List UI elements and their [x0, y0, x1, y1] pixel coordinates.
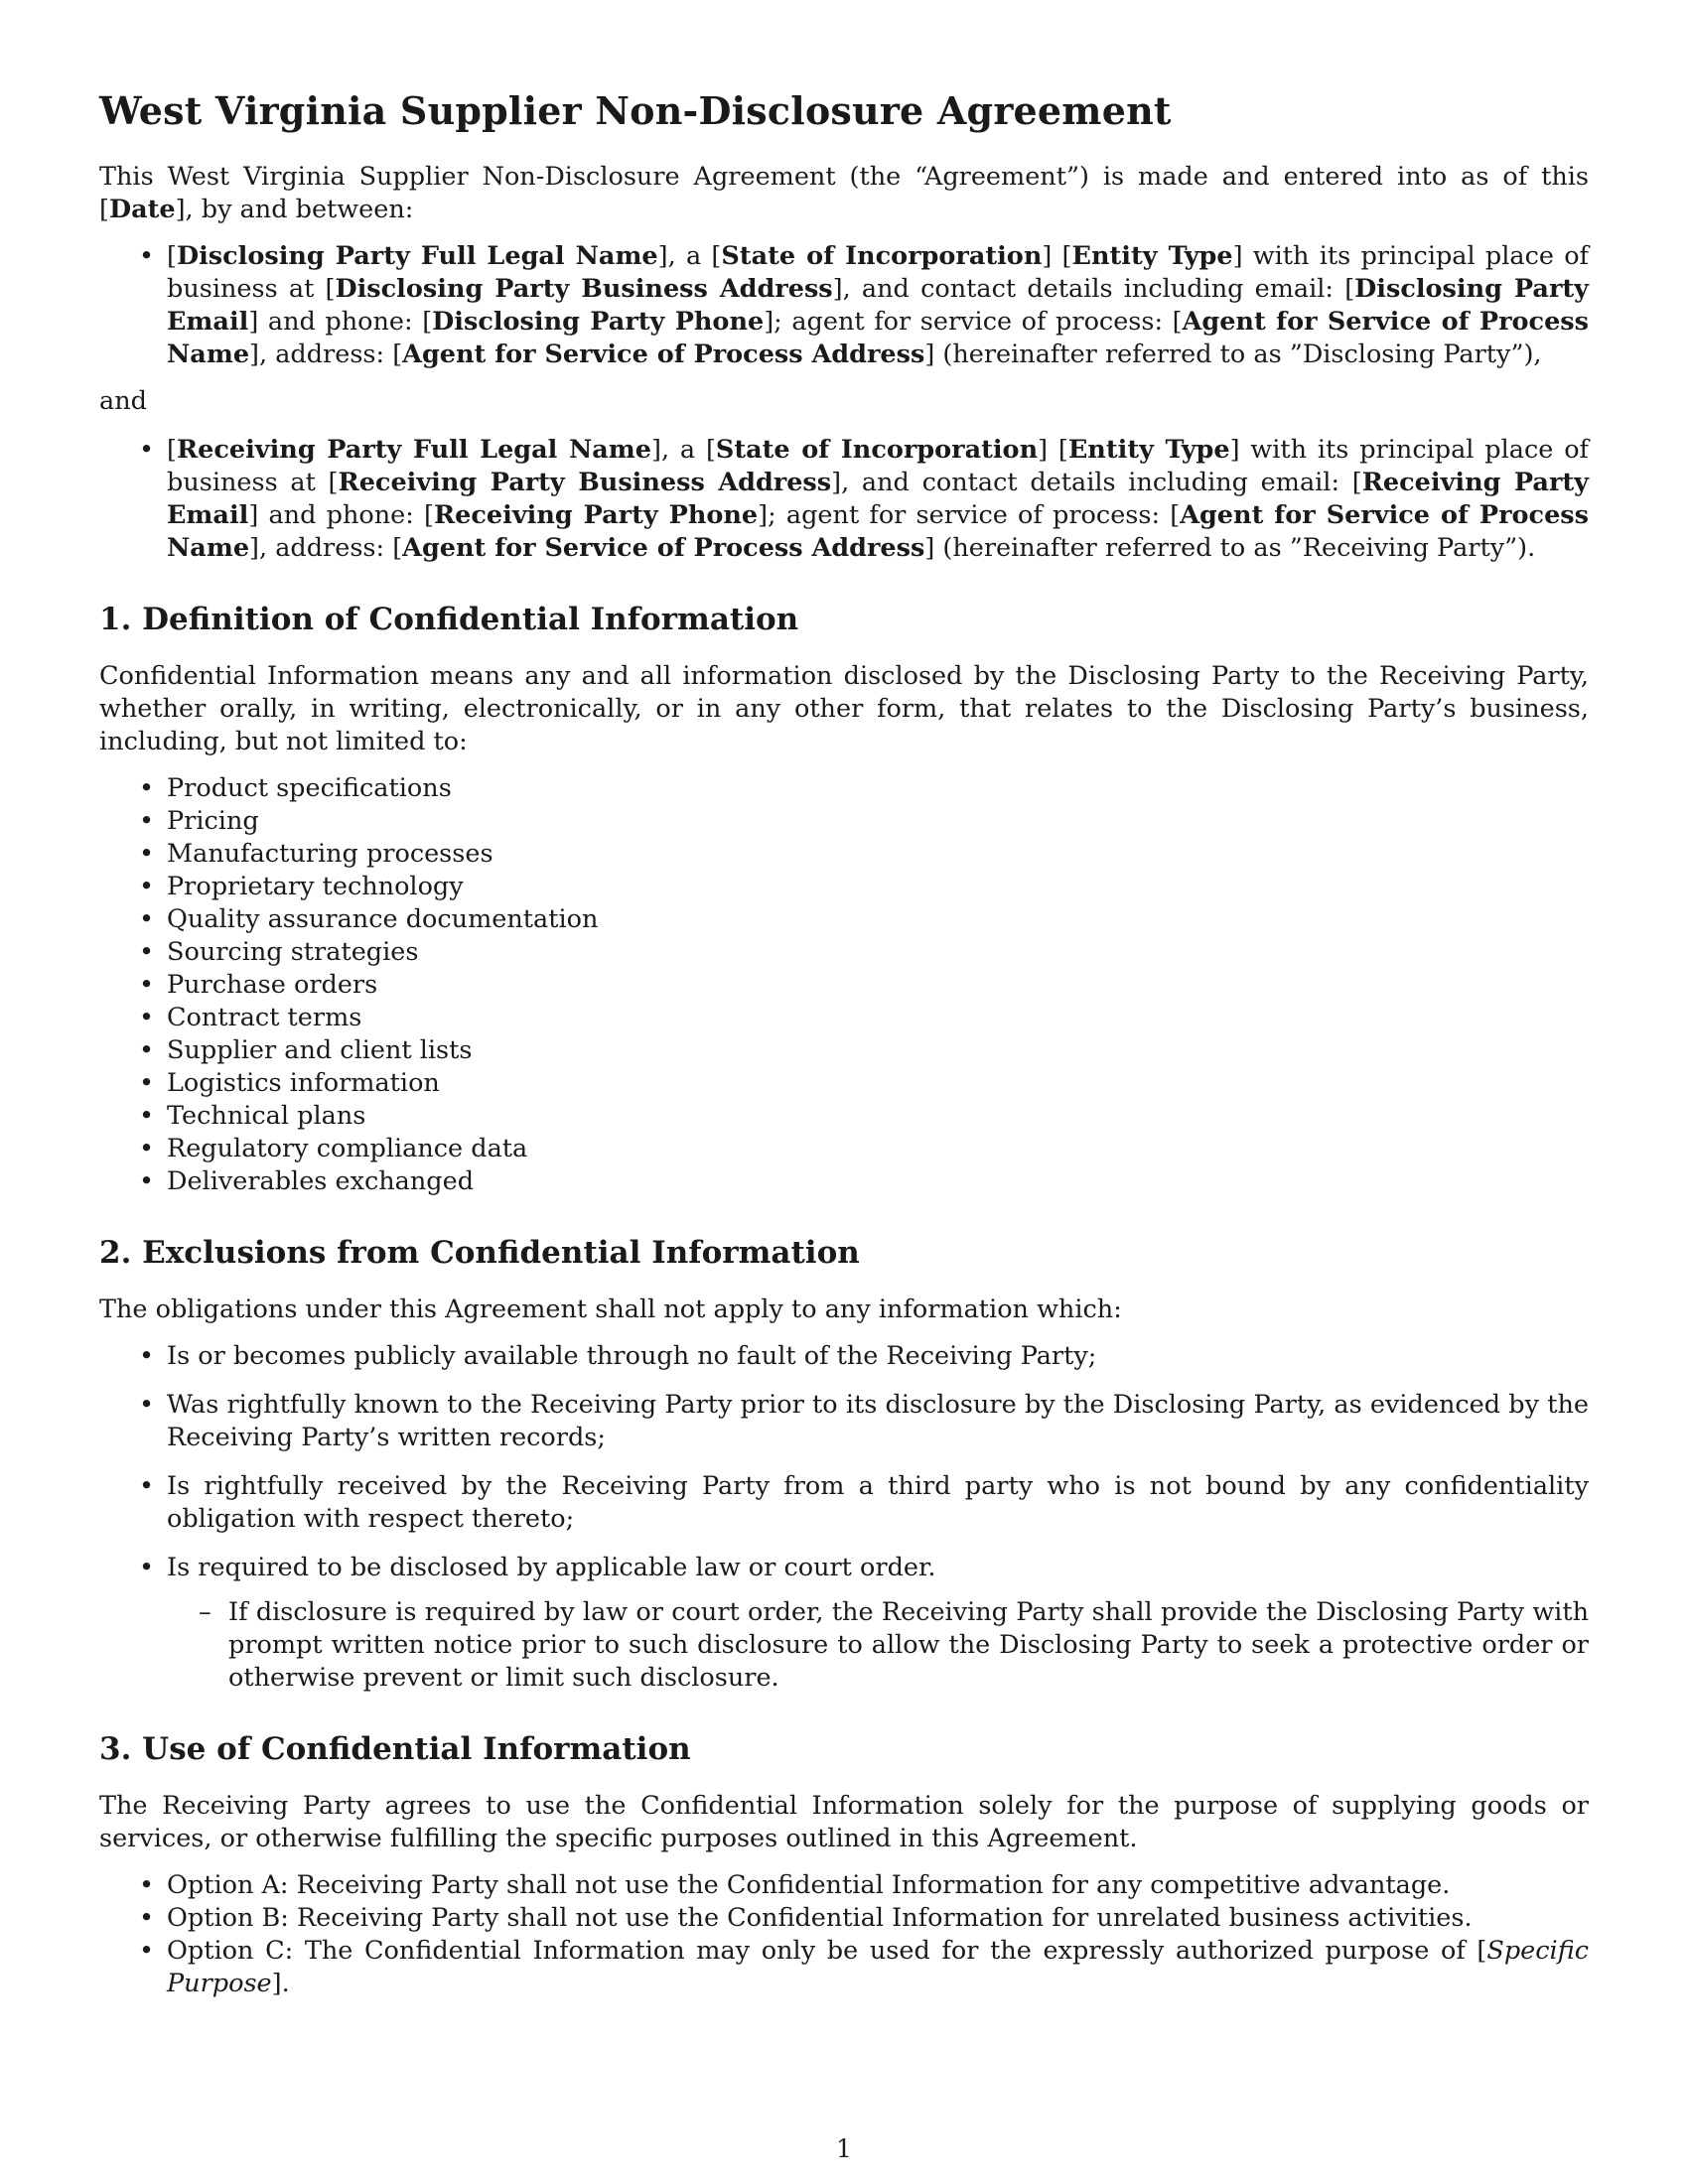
document-title: West Virginia Supplier Non-Disclosure Agreement — [99, 88, 1172, 133]
section-1-text: Confidential Information means any and all information disclosed by the Disclosing Party to the Receiving Party, whether orally, in writing, electronically, or in any other form, that relates to the Disclosing Party’s business, including, but not limited to: — [99, 661, 1589, 756]
section-2-heading: 2. Exclusions from Confidential Information — [99, 1235, 860, 1271]
intro-paragraph: This West Virginia Supplier Non-Disclosure Agreement (the “Agreement”) is made and entered into as of this [Date], by and between: — [99, 162, 1589, 224]
list-item: • Logistics information — [167, 1067, 1589, 1100]
section-2-text: The obligations under this Agreement shall not apply to any information which: — [99, 1295, 1122, 1324]
list-item: • Manufacturing processes — [167, 838, 1589, 871]
option-b: • Option B: Receiving Party shall not use the Confidential Information for unrelated business activities. — [167, 1902, 1589, 1935]
list-item: • Deliverables exchanged — [167, 1165, 1589, 1198]
list-item: • Was rightfully known to the Receiving Party prior to its disclosure by the Disclosing Party, as evidenced by the Receiving Party’s written records; — [167, 1389, 1589, 1454]
list-item: • Is required to be disclosed by applicable law or court order. – If disclosure is required by law or court order, the Receiving Party shall provide the Disclosing Party with prompt written notice prior to such disclosure to allow the Disclosing Party to seek a protective order or otherwise prevent or limit such disclosure. — [167, 1552, 1589, 1695]
list-item: • Purchase orders — [167, 969, 1589, 1002]
list-item: • Regulatory compliance data — [167, 1133, 1589, 1165]
receiving-party-item: • [Receiving Party Full Legal Name], a [State of Incorporation] [Entity Type] with its principal place of business at [Receiving Party Business Address], and contact details including email: [Receiving Party Email] and phone: [Receiving Party Phone]; agent for service of process: [Agent for Service of Process Name], address: [Agent for Service of Process Address] (hereinafter referred to as ”Receiving Party”). — [167, 434, 1589, 565]
confidential-info-list — [99, 772, 1589, 1198]
sub-list-item: – If disclosure is required by law or court order, the Receiving Party shall provide the Disclosing Party with prompt written notice prior to such disclosure to allow the Disclosing Party to seek a protective order or otherwise prevent or limit such disclosure. — [228, 1596, 1589, 1695]
section-1-heading: 1. Definition of Confidential Information — [99, 602, 799, 637]
disclosing-party-list — [99, 240, 1589, 371]
list-item: • Contract terms — [167, 1002, 1589, 1034]
exclusions-sublist — [167, 1596, 1589, 1695]
list-item: • Is rightfully received by the Receiving Party from a third party who is not bound by any confidentiality obligation with respect thereto; — [167, 1470, 1589, 1536]
exclusions-list — [99, 1340, 1589, 1695]
list-item: • Is or becomes publicly available through no fault of the Receiving Party; — [167, 1340, 1589, 1373]
list-item: • Pricing — [167, 805, 1589, 838]
section-3-heading: 3. Use of Confidential Information — [99, 1731, 691, 1767]
date-placeholder: Date — [108, 195, 176, 224]
document-page — [99, 89, 1589, 2012]
list-item: • Sourcing strategies — [167, 936, 1589, 969]
option-c: • Option C: The Confidential Information may only be used for the expressly authorized purpose of [Specific Purpose]. — [167, 1935, 1589, 2000]
page-number: 1 — [836, 2134, 852, 2163]
disclosing-party-item: • [Disclosing Party Full Legal Name], a [State of Incorporation] [Entity Type] with its principal place of business at [Disclosing Party Business Address], and contact details including email: [Disclosing Party Email] and phone: [Disclosing Party Phone]; agent for service of process: [Agent for Service of Process Name], address: [Agent for Service of Process Address] (hereinafter referred to as ”Disclosing Party”), — [167, 240, 1589, 371]
list-item: • Quality assurance documentation — [167, 903, 1589, 936]
list-item: • Product specifications — [167, 772, 1589, 805]
list-item: • Supplier and client lists — [167, 1034, 1589, 1067]
and-connector: and — [99, 386, 147, 416]
list-item: • Proprietary technology — [167, 871, 1589, 903]
options-list — [99, 1869, 1589, 2000]
section-3-text: The Receiving Party agrees to use the Confidential Information solely for the purpose of supplying goods or services, or otherwise fulfilling the specific purposes outlined in this Agreement. — [99, 1791, 1589, 1853]
list-item: • Technical plans — [167, 1100, 1589, 1133]
option-a: • Option A: Receiving Party shall not use the Confidential Information for any competitive advantage. — [167, 1869, 1589, 1902]
specific-purpose-placeholder: Specific Purpose — [167, 1936, 1589, 1998]
receiving-party-list — [99, 434, 1589, 565]
